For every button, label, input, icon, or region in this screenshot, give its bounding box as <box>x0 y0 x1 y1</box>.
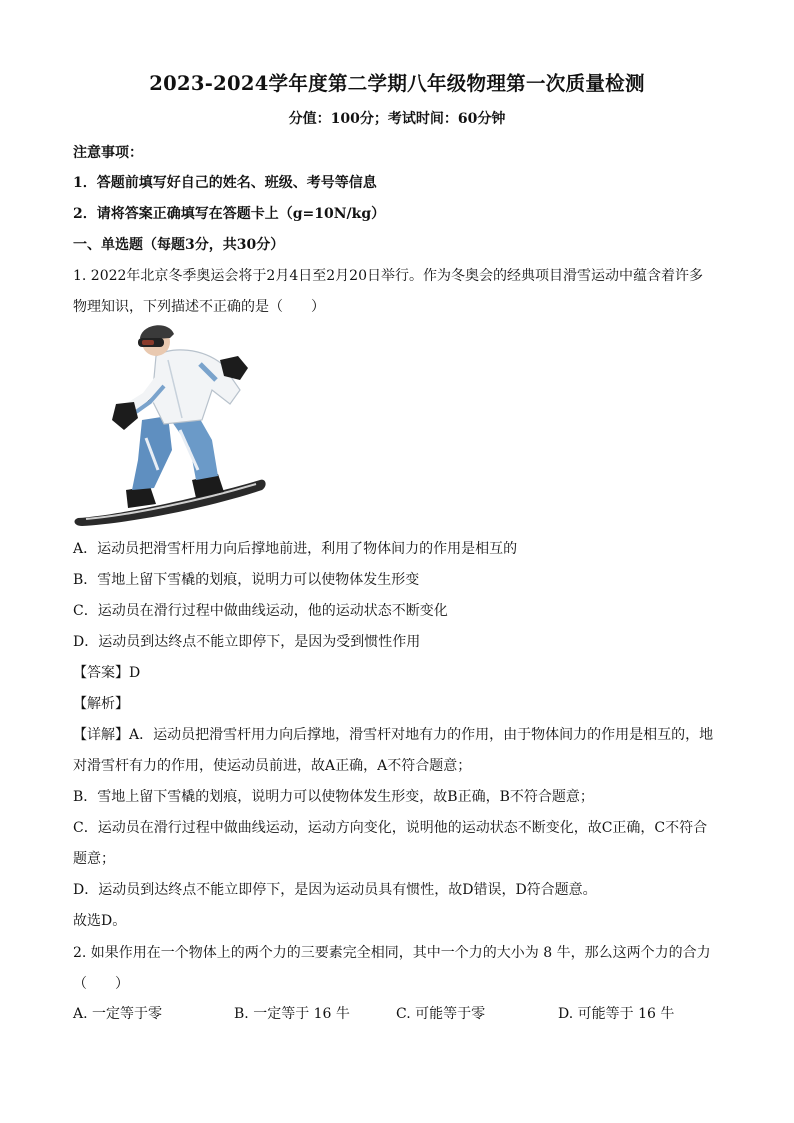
q1-detail-line-3: B．雪地上留下雪橇的划痕，说明力可以使物体发生形变，故B正确，B不符合题意； <box>73 789 594 805</box>
q2-option-c: C. 可能等于零 <box>396 1006 486 1022</box>
q2-option-b: B. 一定等于 16 牛 <box>234 1006 350 1022</box>
page-subtitle: 分值：100分；考试时间：60分钟 <box>288 111 506 127</box>
q2-option-d: D. 可能等于 16 牛 <box>558 1006 675 1022</box>
q1-detail-line-1: 【详解】A．运动员把滑雪杆用力向后撑地，滑雪杆对地有力的作用，由于物体间力的作用是相互的，地 <box>73 727 714 743</box>
q1-analysis-label: 【解析】 <box>73 696 129 712</box>
q2-stem-line-2: （ ） <box>73 976 129 992</box>
q1-option-c: C．运动员在滑行过程中做曲线运动，他的运动状态不断变化 <box>73 603 448 619</box>
notes-item-2: 2．请将答案正确填写在答题卡上（g=10N/kg） <box>73 206 386 222</box>
notes-item-1: 1．答题前填写好自己的姓名、班级、考号等信息 <box>73 175 377 191</box>
q1-detail-line-2: 对滑雪杆有力的作用，使运动员前进，故A正确，A不符合题意； <box>73 758 472 774</box>
q1-stem-line-2: 物理知识，下列描述不正确的是（ ） <box>73 299 325 315</box>
q1-stem-line-1: 1. 2022年北京冬季奥运会将于2月4日至2月20日举行。作为冬奥会的经典项目滑雪运动中蕴含着许多 <box>73 268 703 284</box>
q2-option-a: A. 一定等于零 <box>73 1006 163 1022</box>
q1-option-a: A．运动员把滑雪杆用力向后撑地前进，利用了物体间力的作用是相互的 <box>73 541 518 557</box>
notes-heading: 注意事项： <box>73 145 143 161</box>
q2-stem-line-1: 2. 如果作用在一个物体上的两个力的三要素完全相同，其中一个力的大小为 8 牛，那么这两个力的合力 <box>73 945 711 961</box>
q1-detail-line-4: C．运动员在滑行过程中做曲线运动，运动方向变化，说明他的运动状态不断变化，故C正确，C不符合 <box>73 820 708 836</box>
q1-detail-line-5: 题意； <box>73 851 115 867</box>
q2-options-row <box>0 1003 794 1023</box>
page-title: 2023-2024学年度第二学期八年级物理第一次质量检测 <box>149 72 645 95</box>
q1-option-d: D．运动员到达终点不能立即停下，是因为受到惯性作用 <box>73 634 421 650</box>
q1-answer: 【答案】D <box>73 665 141 681</box>
q1-option-b: B．雪地上留下雪橇的划痕，说明力可以使物体发生形变 <box>73 572 420 588</box>
section-heading-single-choice: 一、单选题（每题3分，共30分） <box>73 237 285 253</box>
q1-detail-line-6: D．运动员到达终点不能立即停下，是因为运动员具有惯性，故D错误，D符合题意。 <box>73 882 597 898</box>
snowboarder-image <box>72 320 268 528</box>
q1-conclusion: 故选D。 <box>73 913 127 929</box>
